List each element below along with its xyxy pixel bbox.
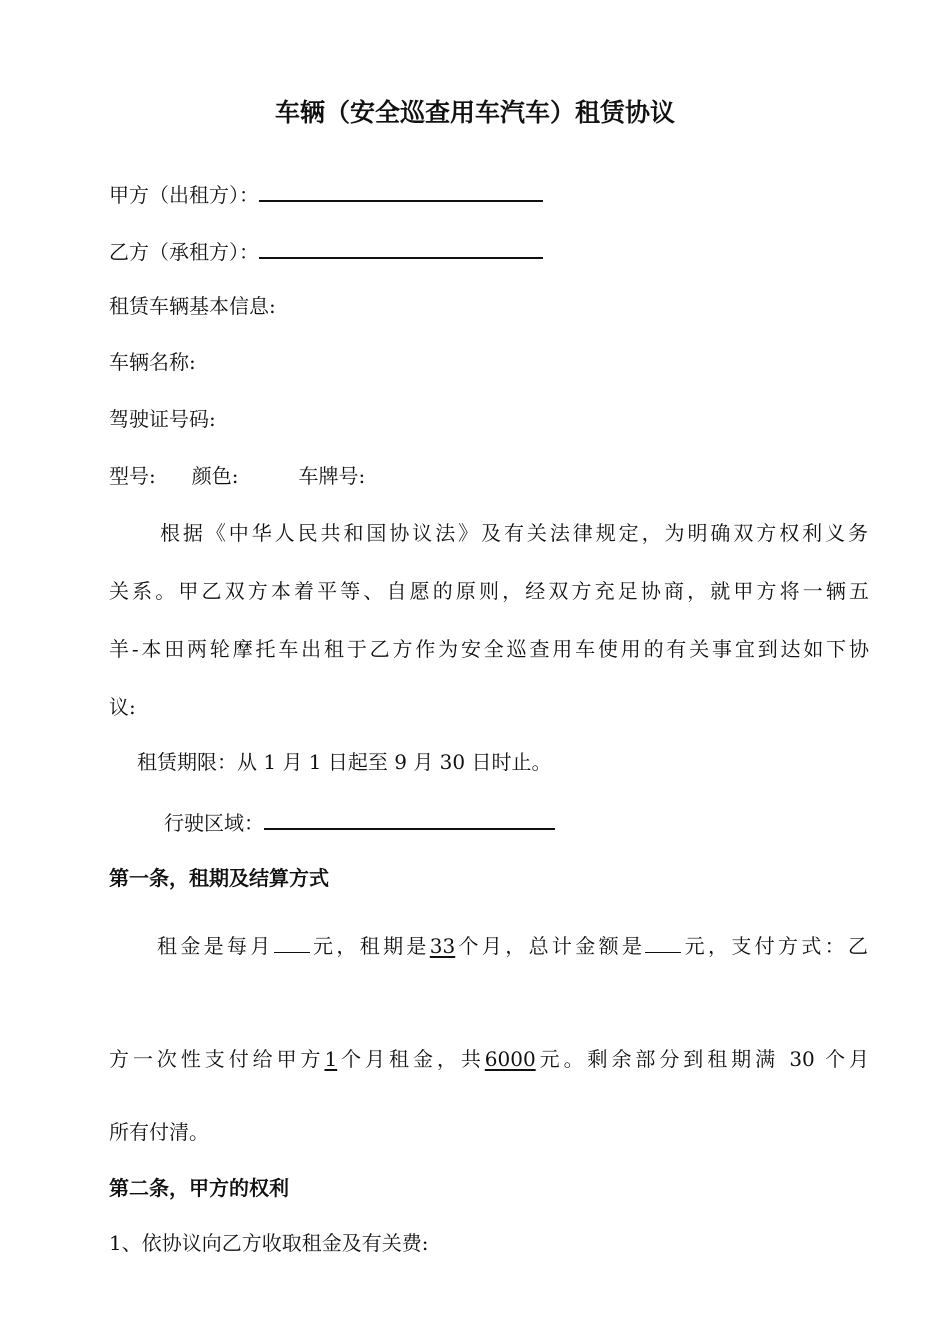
first-amount: 6000 [484,1047,536,1071]
party-a-label: 甲方（出租方）： [109,183,259,207]
license-label: 驾驶证号码: [109,407,216,431]
area-line [164,808,555,835]
page-title: 车辆（安全巡查用车汽车）租赁协议 [274,98,675,127]
model-label: 型号: [109,464,156,488]
intro-line-3: 羊-本田两轮摩托车出租于乙方作为安全巡查用车使用的有关事宜到达如下协 [109,637,869,661]
term-months: 33 [429,934,456,958]
party-b-label: 乙方（承租方）： [109,240,259,264]
article2-heading: 第二条，甲方的权利 [109,1176,289,1200]
plate-label: 车牌号: [298,464,366,488]
intro-line-1: 根据《中华人民共和国协议法》及有关法律规定，为明确双方权利义务 [160,521,868,545]
lease-term: 租赁期限：从 1 月 1 日起至 9 月 30 日时止。 [137,750,552,774]
party-a-line [109,180,543,207]
intro-line-4: 议: [109,695,136,719]
vehicle-info-heading: 租赁车辆基本信息: [109,294,276,318]
party-b-blank [259,237,543,259]
intro-line-2: 关系。甲乙双方本着平等、自愿的原则，经双方充足协商，就甲方将一辆五 [109,579,869,603]
article1-para-line-2: 方一次性支付给甲方1个月租金，共6000元。剩余部分到租期满 30 个月 [109,1047,870,1071]
party-b-line [109,237,543,264]
article1-heading: 第一条，租期及结算方式 [109,866,329,890]
monthly-rent-blank [274,932,310,953]
vehicle-name-label: 车辆名称: [109,350,196,374]
total-amount-blank [645,932,681,953]
article1-para-line-3: 所有付清。 [109,1120,209,1144]
color-label: 颜色: [191,464,239,488]
party-a-blank [259,180,543,202]
article2-item-1: 1、依协议向乙方收取租金及有关费: [109,1231,429,1255]
article1-para-line-1: 租金是每月 元，租期是33个月，总计金额是 元，支付方式：乙 [157,934,869,958]
first-months: 1 [324,1047,338,1071]
model-color-plate-line [109,464,365,488]
area-label: 行驶区域： [164,811,264,835]
area-blank [264,808,555,830]
